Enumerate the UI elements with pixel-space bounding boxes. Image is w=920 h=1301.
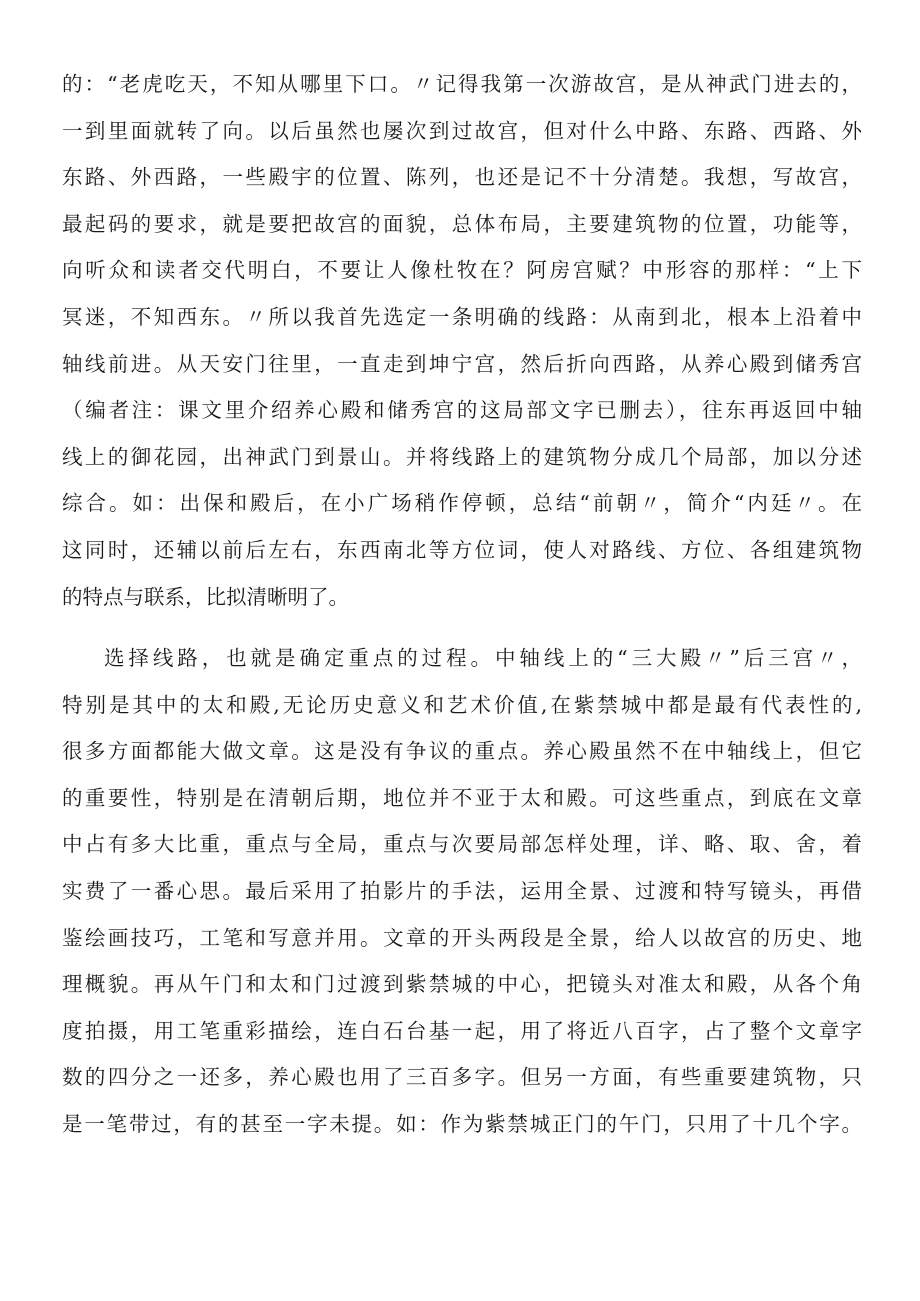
text-line: 选择线路，也就是确定重点的过程。中轴线上的“三大殿〃”后三宫〃， <box>104 646 862 670</box>
text-line: 最起码的要求，就是要把故宫的面貌，总体布局，主要建筑物的位置，功能等， <box>62 211 862 236</box>
text-line: 冥迷，不知西东。〃所以我首先选定一条明确的线路：从南到北，根本上沿着中 <box>62 304 862 329</box>
text-line: 鉴绘画技巧，工笔和写意并用。文章的开头两段是全景，给人以故宫的历史、地 <box>62 925 862 950</box>
text-line: 轴线前进。从天安门往里，一直走到坤宁宫，然后折向西路，从养心殿到储秀宫 <box>62 351 862 376</box>
text-line: 中占有多大比重，重点与全局，重点与次要局部怎样处理，详、略、取、舍，着 <box>62 832 862 857</box>
text-line: 数的四分之一还多，养心殿也用了三百多字。但另一方面，有些重要建筑物，只 <box>62 1065 862 1090</box>
text-line: 是一笔带过，有的甚至一字未提。如：作为紫禁城正门的午门，只用了十几个字。 <box>62 1111 862 1136</box>
text-line: 理概貌。再从午门和太和门过渡到紫禁城的中心，把镜头对准太和殿，从各个角 <box>62 972 862 997</box>
text-line: 的重要性，特别是在清朝后期，地位并不亚于太和殿。可这些重点，到底在文章 <box>62 785 862 810</box>
text-line: 特别是其中的太和殿,无论历史意义和艺术价值,在紫禁城中都是最有代表性的, <box>62 692 862 717</box>
text-line: 的：“老虎吃天，不知从哪里下口。〃记得我第一次游故宫，是从神武门进去的， <box>62 72 862 96</box>
text-line: （编者注：课文里介绍养心殿和储秀宫的这局部文字已删去），往东再返回中轴 <box>62 398 862 423</box>
paragraph-key-points <box>62 635 862 1148</box>
text-line: 这同时，还辅以前后左右，东西南北等方位词，使人对路线、方位、各组建筑物 <box>62 537 862 562</box>
text-line: 很多方面都能大做文章。这是没有争议的重点。养心殿虽然不在中轴线上，但它 <box>62 739 862 764</box>
text-line: 东路、外西路，一些殿宇的位置、陈列，也还是记不十分清楚。我想，写故宫， <box>62 165 862 190</box>
text-line: 度拍摄，用工笔重彩描绘，连白石台基一起，用了将近八百字，占了整个文章字 <box>62 1018 862 1043</box>
text-line: 的特点与联系，比拟清晰明了。 <box>62 584 349 609</box>
paragraph-route-description <box>62 61 862 620</box>
text-line: 一到里面就转了向。以后虽然也屡次到过故宫，但对什么中路、东路、西路、外 <box>62 118 862 143</box>
text-line: 线上的御花园，出神武门到景山。并将线路上的建筑物分成几个局部，加以分述 <box>62 444 862 469</box>
text-line: 向听众和读者交代明白，不要让人像杜牧在？阿房宫赋？中形容的那样：“上下 <box>62 258 862 283</box>
text-line: 实费了一番心思。最后采用了拍影片的手法，运用全景、过渡和特写镜头，再借 <box>62 878 862 903</box>
text-line: 综合。如：出保和殿后，在小广场稍作停顿，总结“前朝〃，简介“内廷〃。在 <box>62 491 862 516</box>
